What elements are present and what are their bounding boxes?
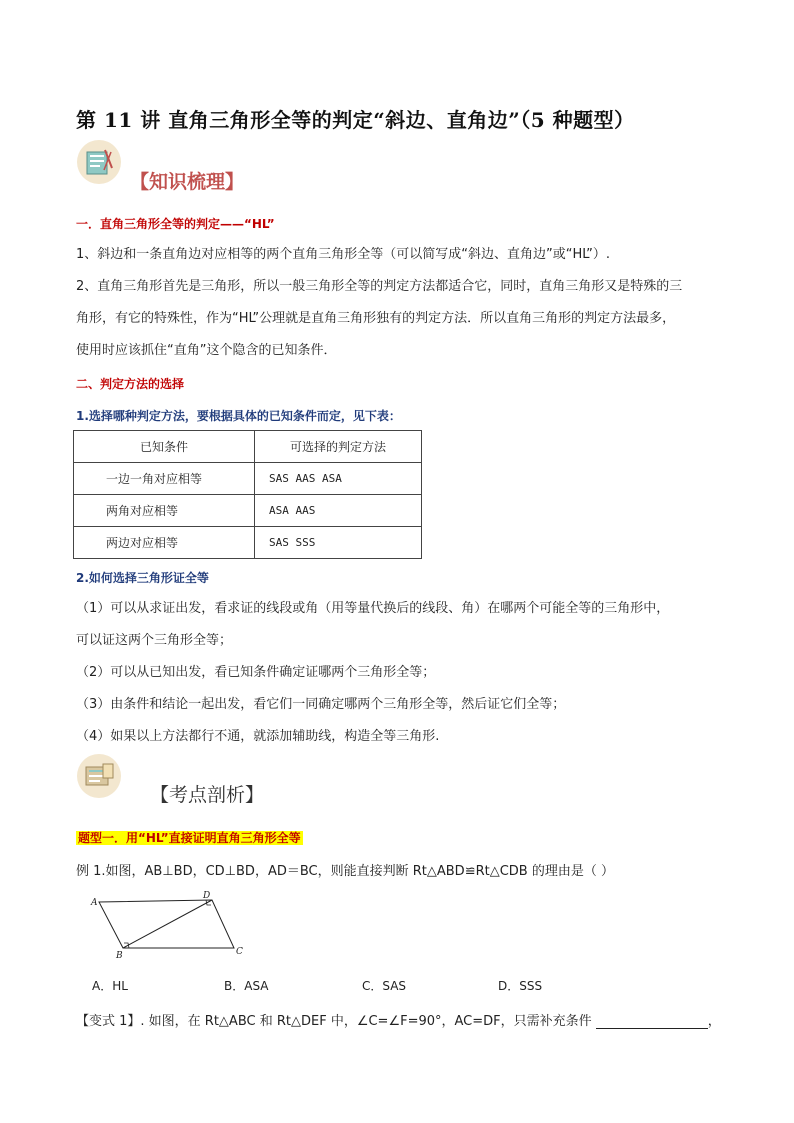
page-title: 第 11 讲 直角三角形全等的判定“斜边、直角边”（5 种题型） (76, 108, 635, 132)
label-a: A (91, 898, 98, 908)
table-cell: 两边对应相等 (74, 527, 255, 559)
paragraph-2-line2: 角形，有它的特殊性，作为“HL”公理就是直角三角形独有的判定方法．所以直角三角形的判定方法最多， (76, 311, 676, 326)
step-line: （2）可以从已知出发，看已知条件确定证哪两个三角形全等； (76, 665, 436, 680)
label-d: D (203, 891, 211, 901)
answer-blank[interactable] (596, 1014, 708, 1029)
table-cell: SAS AAS ASA (255, 463, 422, 495)
notebook-icon (77, 140, 121, 184)
paragraph-2-line1: 2、直角三角形首先是三角形，所以一般三角形全等的判定方法都适合它，同时，直角三角形又是特殊的三 (76, 279, 683, 294)
step-line: 可以证这两个三角形全等； (76, 633, 233, 648)
label-b: B (116, 951, 123, 960)
variant-1-tail: ， (707, 1014, 721, 1029)
table-cell: 两角对应相等 (74, 495, 255, 527)
table-header-cell: 可选择的判定方法 (255, 431, 422, 463)
sub2-title: 2.如何选择三角形证全等 (76, 571, 209, 585)
knowledge-header: 【知识梳理】 (130, 171, 245, 193)
condition-table (73, 430, 422, 559)
step-line: （1）可以从求证出发，看求证的线段或角（用等量代换后的线段、角）在哪两个可能全等的三角形中， (76, 601, 670, 616)
option-a[interactable]: A．HL (92, 979, 128, 993)
table-cell: SAS SSS (255, 527, 422, 559)
diagonal-bd (123, 900, 212, 948)
type1-title: 题型一．用“HL”直接证明直角三角形全等 (78, 831, 301, 845)
label-c: C (236, 947, 243, 957)
step-line: （4）如果以上方法都行不通，就添加辅助线，构造全等三角形. (76, 729, 440, 744)
table-header-cell: 已知条件 (74, 431, 255, 463)
document-icon (77, 754, 121, 798)
variant-1-text: 【变式 1】. 如图，在 Rt△ABC 和 Rt△DEF 中，∠C=∠F=90°，AC=DF，只需补充条件 (76, 1014, 592, 1029)
table-row (74, 463, 422, 495)
analysis-header: 【考点剖析】 (150, 784, 265, 806)
section1-title: 一．直角三角形全等的判定——“HL” (76, 217, 275, 231)
option-c[interactable]: C．SAS (362, 979, 407, 993)
option-b[interactable]: B．ASA (224, 979, 269, 993)
table-row (74, 527, 422, 559)
table-row (74, 495, 422, 527)
variant-1 (76, 1010, 721, 1029)
parallelogram-figure (88, 888, 258, 960)
paragraph-1: 1、斜边和一条直角边对应相等的两个直角三角形全等（可以简写成“斜边、直角边”或“HL”）. (76, 247, 610, 262)
step-line: （3）由条件和结论一起出发，看它们一同确定哪两个三角形全等，然后证它们全等； (76, 697, 566, 712)
type1-title-wrap (76, 827, 303, 846)
sub1-title: 1.选择哪种判定方法，要根据具体的已知条件而定，见下表： (76, 409, 401, 423)
example-1: 例 1.如图，AB⊥BD，CD⊥BD，AD＝BC，则能直接判断 Rt△ABD≌Rt△CDB 的理由是（ ） (76, 864, 614, 879)
paragraph-2-line3: 使用时应该抓住“直角”这个隐含的已知条件． (76, 343, 337, 358)
table-header-row (74, 431, 422, 463)
option-d[interactable]: D．SSS (498, 979, 543, 993)
table-cell: 一边一角对应相等 (74, 463, 255, 495)
table-cell: ASA AAS (255, 495, 422, 527)
section2-title: 二、判定方法的选择 (76, 377, 185, 391)
